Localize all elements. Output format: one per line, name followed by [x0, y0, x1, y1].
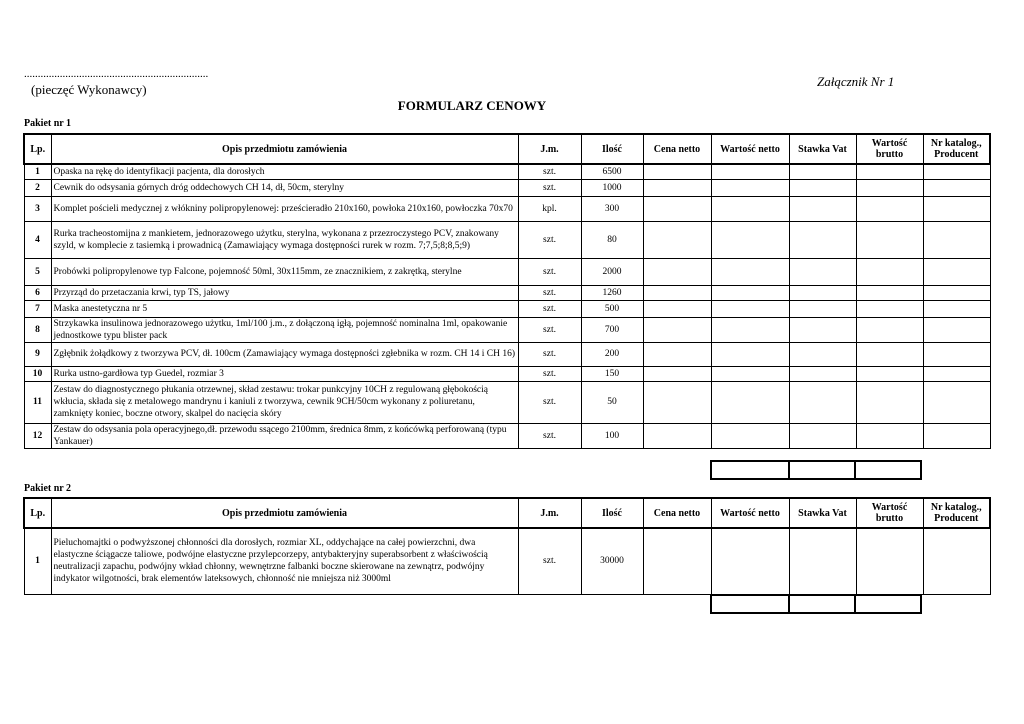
row-net-value-cell[interactable] — [711, 342, 789, 366]
package-1-table — [23, 133, 991, 449]
col-gross-value: Wartość brutto — [856, 498, 923, 528]
row-lp: 5 — [24, 258, 51, 285]
row-net-value-cell[interactable] — [711, 164, 789, 179]
row-description: Strzykawka insulinowa jednorazowego użytku, 1ml/100 j.m., z dołączoną igłą, pojemność nominalna 1ml, opakowanie jednostkowe typu blister pack — [51, 317, 518, 342]
col-lp: Lp. — [24, 498, 51, 528]
row-net-price-cell[interactable] — [643, 258, 711, 285]
row-net-price-cell[interactable] — [643, 285, 711, 300]
row-net-value-cell[interactable] — [711, 196, 789, 221]
row-gross-value-cell[interactable] — [856, 317, 923, 342]
row-net-value-cell[interactable] — [711, 258, 789, 285]
table-row — [24, 342, 990, 366]
row-vat-rate-cell[interactable] — [789, 528, 856, 594]
row-description: Opaska na rękę do identyfikacji pacjenta, dla dorosłych — [51, 164, 518, 179]
row-vat-rate-cell[interactable] — [789, 164, 856, 179]
table-row — [24, 258, 990, 285]
row-unit: szt. — [518, 366, 581, 381]
row-gross-value-cell[interactable] — [856, 366, 923, 381]
row-gross-value-cell[interactable] — [856, 381, 923, 423]
row-net-price-cell[interactable] — [643, 300, 711, 317]
row-description: Zgłębnik żołądkowy z tworzywa PCV, dł. 100cm (Zamawiający wymaga dostępności zgłebnika w rozm. CH 14 i CH 16) — [51, 342, 518, 366]
row-catalog-producer-cell[interactable] — [923, 179, 990, 196]
row-description: Przyrząd do przetaczania krwi, typ TS, jałowy — [51, 285, 518, 300]
col-net-value: Wartość netto — [711, 134, 789, 164]
row-unit: szt. — [518, 300, 581, 317]
row-catalog-producer-cell[interactable] — [923, 300, 990, 317]
col-vat-rate: Stawka Vat — [789, 498, 856, 528]
form-title: FORMULARZ CENOWY — [397, 98, 547, 113]
col-description: Opis przedmiotu zamówienia — [51, 498, 518, 528]
summary-net-value-cell[interactable] — [711, 595, 789, 613]
row-vat-rate-cell[interactable] — [789, 221, 856, 258]
table-row — [24, 366, 990, 381]
row-description: Rurka ustno-gardłowa typ Guedel, rozmiar 3 — [51, 366, 518, 381]
row-quantity: 30000 — [581, 528, 643, 594]
package-2-table — [23, 497, 991, 595]
col-net-price: Cena netto — [643, 134, 711, 164]
package-1-summary — [710, 460, 922, 480]
row-quantity: 300 — [581, 196, 643, 221]
row-vat-rate-cell[interactable] — [789, 258, 856, 285]
row-unit: szt. — [518, 528, 581, 594]
row-net-price-cell[interactable] — [643, 179, 711, 196]
row-catalog-producer-cell[interactable] — [923, 164, 990, 179]
row-unit: szt. — [518, 258, 581, 285]
annex-label: Załącznik Nr 1 — [817, 74, 895, 89]
row-vat-rate-cell[interactable] — [789, 196, 856, 221]
table-row — [24, 423, 990, 448]
row-description: Probówki polipropylenowe typ Falcone, pojemność 50ml, 30x115mm, ze znacznikiem, z zakrętką, sterylne — [51, 258, 518, 285]
row-description: Rurka tracheostomijna z mankietem, jednorazowego użytku, sterylna, wykonana z przezroczystego PCV, znakowany szyld, w komplecie z tasiemką i prowadnicą (Zamawiający wymaga dostępności rurek w rozm. 7;7,5;8;8,5;9) — [51, 221, 518, 258]
row-catalog-producer-cell[interactable] — [923, 221, 990, 258]
table-row — [24, 317, 990, 342]
row-quantity: 1000 — [581, 179, 643, 196]
row-lp: 6 — [24, 285, 51, 300]
row-quantity: 500 — [581, 300, 643, 317]
row-net-price-cell[interactable] — [643, 317, 711, 342]
row-gross-value-cell[interactable] — [856, 528, 923, 594]
row-lp: 11 — [24, 381, 51, 423]
row-lp: 1 — [24, 528, 51, 594]
row-unit: szt. — [518, 342, 581, 366]
row-gross-value-cell[interactable] — [856, 179, 923, 196]
row-net-price-cell[interactable] — [643, 423, 711, 448]
summary-net-value-cell[interactable] — [711, 461, 789, 479]
row-description: Maska anestetyczna nr 5 — [51, 300, 518, 317]
row-unit: kpl. — [518, 196, 581, 221]
row-unit: szt. — [518, 179, 581, 196]
row-lp: 7 — [24, 300, 51, 317]
col-gross-value: Wartość brutto — [856, 134, 923, 164]
row-net-price-cell[interactable] — [643, 196, 711, 221]
row-quantity: 2000 — [581, 258, 643, 285]
row-description: Komplet pościeli medycznej z włókniny polipropylenowej: prześcieradło 210x160, powłoka 210x160, powłoczka 70x70 — [51, 196, 518, 221]
row-catalog-producer-cell[interactable] — [923, 317, 990, 342]
row-net-value-cell[interactable] — [711, 300, 789, 317]
row-net-value-cell[interactable] — [711, 285, 789, 300]
row-net-price-cell[interactable] — [643, 164, 711, 179]
table-row — [24, 381, 990, 423]
row-catalog-producer-cell[interactable] — [923, 528, 990, 594]
col-quantity: Ilość — [581, 498, 643, 528]
row-quantity: 6500 — [581, 164, 643, 179]
row-net-price-cell[interactable] — [643, 342, 711, 366]
row-net-price-cell[interactable] — [643, 221, 711, 258]
row-net-value-cell[interactable] — [711, 381, 789, 423]
table-row — [24, 300, 990, 317]
table-row — [24, 528, 990, 594]
row-net-value-cell[interactable] — [711, 221, 789, 258]
row-lp: 12 — [24, 423, 51, 448]
table-row — [24, 285, 990, 300]
row-description: Zestaw do diagnostycznego płukania otrzewnej, skład zestawu: trokar punkcyjny 10CH z regulowaną głębokością wkłucia, składa się z metalowego mandrynu i kaniuli z tworzywa, cewnik 9CH/50cm wykonany z poliuretanu, zamknięty koniec, boczne otwory, skalpel do nacięcia skóry — [51, 381, 518, 423]
col-description: Opis przedmiotu zamówienia — [51, 134, 518, 164]
row-catalog-producer-cell[interactable] — [923, 381, 990, 423]
row-unit: szt. — [518, 317, 581, 342]
col-net-value: Wartość netto — [711, 498, 789, 528]
row-net-value-cell[interactable] — [711, 179, 789, 196]
row-gross-value-cell[interactable] — [856, 258, 923, 285]
table-row — [24, 221, 990, 258]
row-gross-value-cell[interactable] — [856, 164, 923, 179]
row-catalog-producer-cell[interactable] — [923, 196, 990, 221]
row-lp: 4 — [24, 221, 51, 258]
row-quantity: 100 — [581, 423, 643, 448]
row-quantity: 50 — [581, 381, 643, 423]
col-unit: J.m. — [518, 134, 581, 164]
row-lp: 1 — [24, 164, 51, 179]
package-2-summary — [710, 594, 922, 614]
row-gross-value-cell[interactable] — [856, 285, 923, 300]
row-unit: szt. — [518, 381, 581, 423]
row-vat-rate-cell[interactable] — [789, 342, 856, 366]
col-quantity: Ilość — [581, 134, 643, 164]
row-description: Pieluchomajtki o podwyższonej chłonności dla dorosłych, rozmiar XL, oddychające na całej powierzchni, dwa elastyczne ściągacze taliowe, podwójne elastyczne przylepcorzepy, antybakteryjny superabsorbent z właściwością neutralizacji zapachu, podwójny wkład chłonny, wewnętrzne falbanki boczne skierowane na zewnątrz, podwójny indykator wilgotności, brak elementów lateksowych, chłonność nie mniejsza niż 3000ml — [51, 528, 518, 594]
row-net-value-cell[interactable] — [711, 366, 789, 381]
table-row — [24, 164, 990, 179]
row-vat-rate-cell[interactable] — [789, 317, 856, 342]
row-unit: szt. — [518, 285, 581, 300]
row-lp: 3 — [24, 196, 51, 221]
row-description: Zestaw do odsysania pola operacyjnego,dł. przewodu ssącego 2100mm, średnica 8mm, z końcówką perforowaną (typu Yankauer) — [51, 423, 518, 448]
row-catalog-producer-cell[interactable] — [923, 423, 990, 448]
row-gross-value-cell[interactable] — [856, 196, 923, 221]
row-description: Cewnik do odsysania górnych dróg oddechowych CH 14, dł, 50cm, sterylny — [51, 179, 518, 196]
stamp-dotted-line: ................................................................... — [24, 68, 209, 80]
row-net-price-cell[interactable] — [643, 366, 711, 381]
row-vat-rate-cell[interactable] — [789, 179, 856, 196]
row-gross-value-cell[interactable] — [856, 342, 923, 366]
col-net-price: Cena netto — [643, 498, 711, 528]
col-lp: Lp. — [24, 134, 51, 164]
col-catalog-producer: Nr katalog., Producent — [923, 134, 990, 164]
row-vat-rate-cell[interactable] — [789, 300, 856, 317]
row-vat-rate-cell[interactable] — [789, 285, 856, 300]
row-net-value-cell[interactable] — [711, 423, 789, 448]
row-catalog-producer-cell[interactable] — [923, 342, 990, 366]
row-catalog-producer-cell[interactable] — [923, 366, 990, 381]
row-lp: 10 — [24, 366, 51, 381]
row-quantity: 150 — [581, 366, 643, 381]
row-catalog-producer-cell[interactable] — [923, 285, 990, 300]
row-quantity: 200 — [581, 342, 643, 366]
row-net-value-cell[interactable] — [711, 317, 789, 342]
row-vat-rate-cell[interactable] — [789, 366, 856, 381]
col-vat-rate: Stawka Vat — [789, 134, 856, 164]
col-catalog-producer: Nr katalog., Producent — [923, 498, 990, 528]
row-vat-rate-cell[interactable] — [789, 381, 856, 423]
row-quantity: 80 — [581, 221, 643, 258]
row-quantity: 700 — [581, 317, 643, 342]
col-unit: J.m. — [518, 498, 581, 528]
row-lp: 2 — [24, 179, 51, 196]
contractor-stamp-label: (pieczęć Wykonawcy) — [31, 82, 147, 97]
row-gross-value-cell[interactable] — [856, 423, 923, 448]
summary-gross-value-cell[interactable] — [855, 461, 921, 479]
summary-vat-cell[interactable] — [789, 461, 855, 479]
summary-vat-cell[interactable] — [789, 595, 855, 613]
row-gross-value-cell[interactable] — [856, 300, 923, 317]
row-net-value-cell[interactable] — [711, 528, 789, 594]
row-net-price-cell[interactable] — [643, 528, 711, 594]
row-gross-value-cell[interactable] — [856, 221, 923, 258]
row-catalog-producer-cell[interactable] — [923, 258, 990, 285]
package-1-label: Pakiet nr 1 — [24, 118, 72, 129]
row-lp: 9 — [24, 342, 51, 366]
table-row — [24, 196, 990, 221]
row-net-price-cell[interactable] — [643, 381, 711, 423]
row-quantity: 1260 — [581, 285, 643, 300]
row-vat-rate-cell[interactable] — [789, 423, 856, 448]
table-row — [24, 179, 990, 196]
row-unit: szt. — [518, 423, 581, 448]
row-unit: szt. — [518, 221, 581, 258]
row-unit: szt. — [518, 164, 581, 179]
row-lp: 8 — [24, 317, 51, 342]
package-2-label: Pakiet nr 2 — [24, 483, 72, 494]
summary-gross-value-cell[interactable] — [855, 595, 921, 613]
